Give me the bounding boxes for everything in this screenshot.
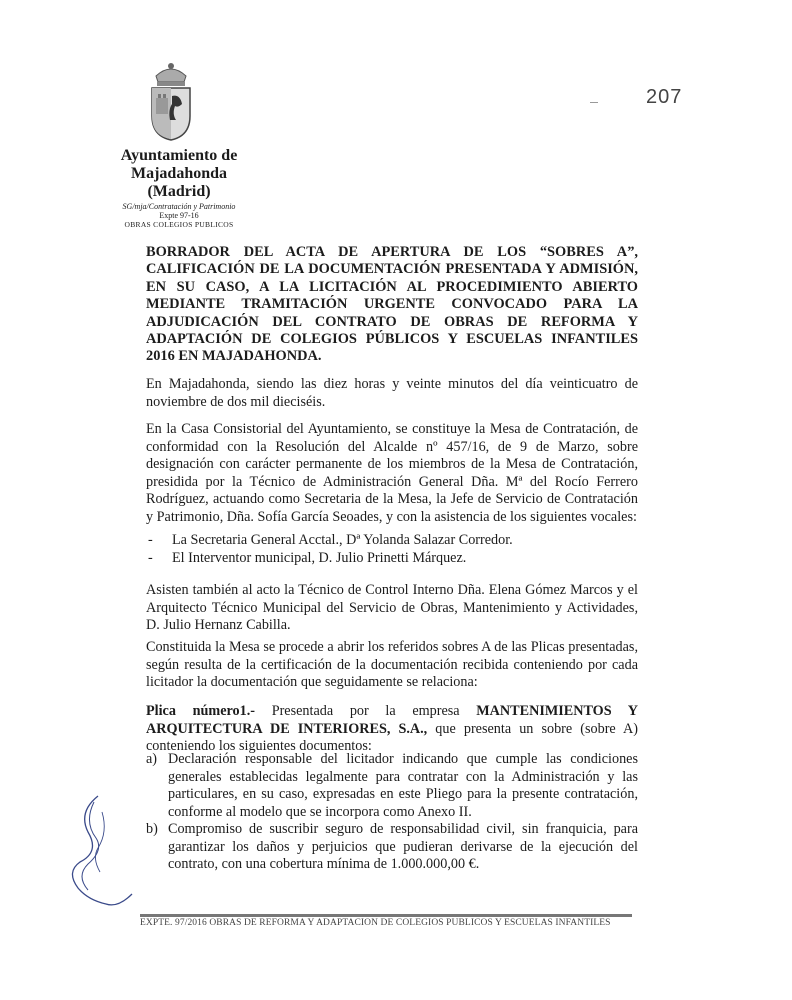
attendees-paragraph: Asisten también al acto la Técnico de Control Interno Dña. Elena Gómez Marcos y el Arquitecto Técnico Municipal del Servicio de Obras, Mantenimiento y Actividades, D. Julio Hernanz Cabilla. — [146, 582, 638, 633]
documents-list — [146, 751, 638, 874]
document-title: BORRADOR DEL ACTA DE APERTURA DE LOS “SOBRES A”, CALIFICACIÓN DE LA DOCUMENTACIÓN PRESENTADA Y ADMISIÓN, EN SU CASO, A LA LICITACIÓN AL PROCEDIMIENTO ABIERTO MEDIANTE TRAMITACIÓN URGENTE CONVOCADO PARA LA ADJUDICACIÓN DEL CONTRATO DE OBRAS DE REFORMA Y ADAPTACIÓN DE COLEGIOS PÚBLICOS Y ESCUELAS INFANTILES 2016 EN MAJADAHONDA. — [146, 244, 638, 365]
list-item: - La Secretaria General Acctal., Dª Yolanda Salazar Corredor. — [148, 532, 513, 548]
stray-mark — [590, 102, 598, 103]
plica-paragraph: Plica número1.- Presentada por la empresa MANTENIMIENTOS Y ARQUITECTURA DE INTERIORES, S.A., que presenta un sobre (sobre A) conteniendo los siguientes documentos: — [146, 703, 638, 754]
signature-icon — [58, 792, 138, 912]
plica-label: Plica número1.- — [146, 703, 256, 719]
department-ref: SG/mja/Contratación y Patrimonio — [122, 202, 236, 211]
procedure-paragraph: Constituida la Mesa se procede a abrir los referidos sobres A de las Plicas presentadas, según resulta de la certificación de la documentación recibida conteniendo por cada licitador la documentación que seguidamente se relaciona: — [146, 639, 638, 690]
list-item: a) Declaración responsable del licitador indicando que cumple las condiciones generales establecidas legalmente para contratar con la Administración y las particulares, en su caso, expresadas en este Pliego para la presente contratación, conforme al modelo que se incorpora como Anexo II. — [146, 751, 638, 820]
footer-rule — [140, 914, 632, 917]
footer-text: EXPTE. 97/2016 OBRAS DE REFORMA Y ADAPTACION DE COLEGIOS PUBLICOS Y ESCUELAS INFANTILES — [140, 918, 611, 928]
coat-of-arms-icon — [142, 60, 200, 142]
org-name-line1: Ayuntamiento de — [120, 147, 238, 164]
org-name-line3: (Madrid) — [147, 183, 211, 200]
company-name: MANTENIMIENTOS Y ARQUITECTURA DE INTERIORES, S.A., — [146, 703, 638, 737]
file-ref: Expte 97-16 — [159, 211, 199, 220]
org-name-line2: Majadahonda — [130, 165, 228, 182]
page-number: 207 — [646, 86, 683, 108]
constitution-paragraph: En la Casa Consistorial del Ayuntamiento, se constituye la Mesa de Contratación, de conformidad con la Resolución del Alcalde nº 457/16, de 9 de Marzo, sobre designación con carácter permanente de los miembros de la Mesa de Contratación, presidida por la Técnico de Administración General Dña. Mª del Rocío Ferrero Rodríguez, actuando como Secretaria de la Mesa, la Jefe de Servicio de Contratación y Patrimonio, Dña. Sofía García Seoades, y con la asistencia de los siguientes vocales: — [146, 421, 638, 525]
list-item: - El Interventor municipal, D. Julio Prinetti Márquez. — [148, 549, 467, 566]
opening-paragraph: En Majadahonda, siendo las diez horas y veinte minutos del día veinticuatro de noviembre de dos mil dieciséis. — [146, 376, 638, 410]
vocales-list — [146, 532, 638, 567]
list-item: b) Compromiso de suscribir seguro de responsabilidad civil, sin franquicia, para garantizar los daños y perjuicios que pudieran derivarse de la ejecución del contrato, con una cobertura mínima de 1.000.000,00 €. — [146, 821, 638, 872]
file-subject: OBRAS COLEGIOS PUBLICOS — [124, 220, 234, 229]
